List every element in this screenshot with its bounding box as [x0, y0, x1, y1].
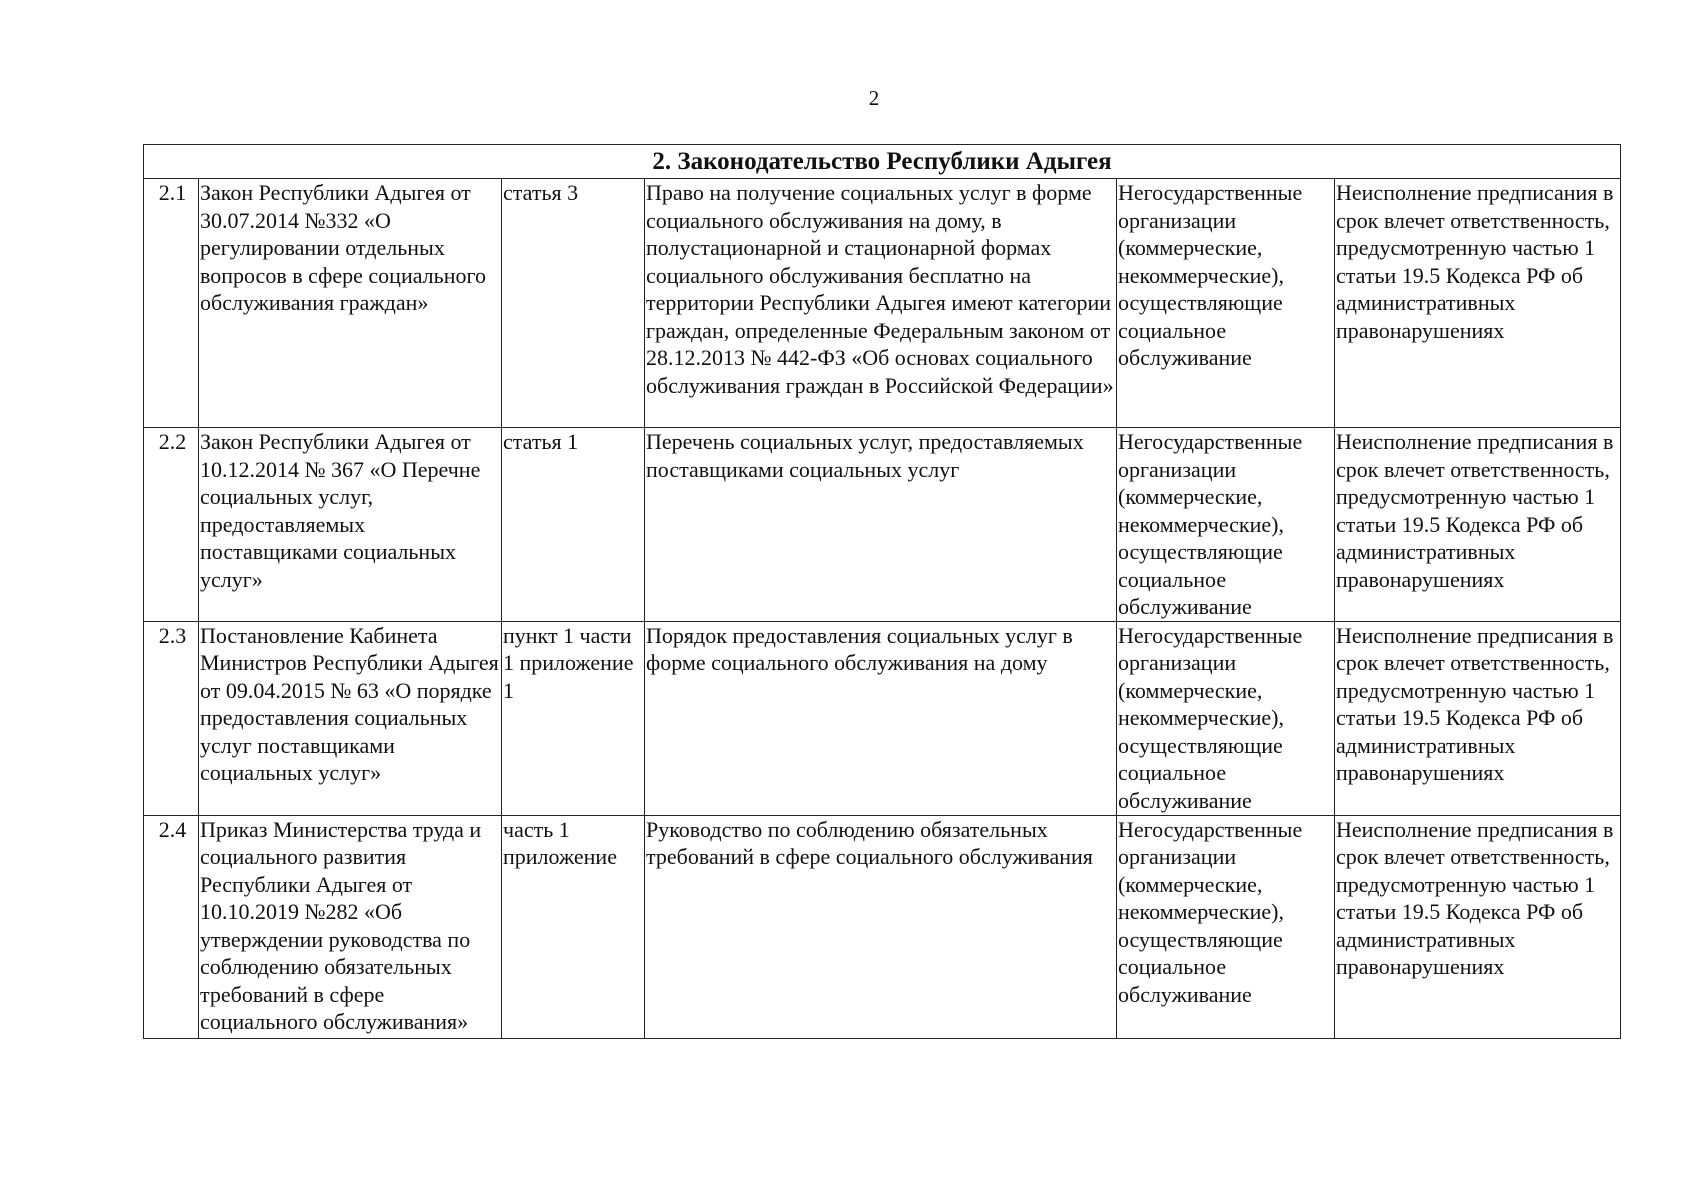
requirement-cell: Право на получение социальных услуг в форме социального обслуживания на дому, в полустационарной и стационарной формах социального обслуживания бесплатно на территории Республики Адыгея имеют категории граждан, определенные Федеральным законом от 28.12.2013 № 442-ФЗ «Об основах социального обслуживания граждан в Российской Федерации» [645, 179, 1117, 428]
liability-cell: Неисполнение предписания в срок влечет ответственность, предусмотренную частью 1 статьи 19.5 Кодекса РФ об административных правонарушениях [1335, 815, 1621, 1038]
table-row [144, 815, 1621, 1038]
provision-cell: статья 3 [502, 179, 645, 428]
liability-cell: Неисполнение предписания в срок влечет ответственность, предусмотренную частью 1 статьи 19.5 Кодекса РФ об административных правонарушениях [1335, 621, 1621, 815]
legal-act-cell: Постановление Кабинета Министров Республики Адыгея от 09.04.2015 № 63 «О порядке предоставления социальных услуг поставщиками социальных услуг» [199, 621, 502, 815]
provision-cell: пункт 1 части 1 приложение 1 [502, 621, 645, 815]
page-number: 2 [868, 86, 880, 110]
table-row [144, 428, 1621, 622]
requirement-cell: Порядок предоставления социальных услуг в форме социального обслуживания на дому [645, 621, 1117, 815]
subjects-cell: Негосударственные организации (коммерческие, некоммерческие), осуществляющие социальное обслуживание [1117, 621, 1335, 815]
subjects-cell: Негосударственные организации (коммерческие, некоммерческие), осуществляющие социальное обслуживание [1117, 815, 1335, 1038]
requirement-cell: Руководство по соблюдению обязательных требований в сфере социального обслуживания [645, 815, 1117, 1038]
subjects-cell: Негосударственные организации (коммерческие, некоммерческие), осуществляющие социальное обслуживание [1117, 428, 1335, 622]
legal-act-cell: Закон Республики Адыгея от 30.07.2014 №332 «О регулировании отдельных вопросов в сфере социального обслуживания граждан» [199, 179, 502, 428]
row-number: 2.2 [144, 428, 199, 622]
table-row [144, 621, 1621, 815]
liability-cell: Неисполнение предписания в срок влечет ответственность, предусмотренную частью 1 статьи 19.5 Кодекса РФ об административных правонарушениях [1335, 179, 1621, 428]
legal-act-cell: Приказ Министерства труда и социального развития Республики Адыгея от 10.10.2019 №282 «Об утверждении руководства по соблюдению обязательных требований в сфере социального обслуживания» [199, 815, 502, 1038]
legislation-table [143, 144, 1621, 1039]
section-title: 2. Законодательство Республики Адыгея [144, 145, 1621, 179]
section-header-row [144, 145, 1621, 179]
legal-act-cell: Закон Республики Адыгея от 10.12.2014 № 367 «О Перечне социальных услуг, предоставляемых поставщиками социальных услуг» [199, 428, 502, 622]
row-number: 2.4 [144, 815, 199, 1038]
table-row [144, 179, 1621, 428]
row-number: 2.3 [144, 621, 199, 815]
requirement-cell: Перечень социальных услуг, предоставляемых поставщиками социальных услуг [645, 428, 1117, 622]
row-number: 2.1 [144, 179, 199, 428]
liability-cell: Неисполнение предписания в срок влечет ответственность, предусмотренную частью 1 статьи 19.5 Кодекса РФ об административных правонарушениях [1335, 428, 1621, 622]
provision-cell: часть 1 приложение [502, 815, 645, 1038]
subjects-cell: Негосударственные организации (коммерческие, некоммерческие), осуществляющие социальное обслуживание [1117, 179, 1335, 428]
provision-cell: статья 1 [502, 428, 645, 622]
